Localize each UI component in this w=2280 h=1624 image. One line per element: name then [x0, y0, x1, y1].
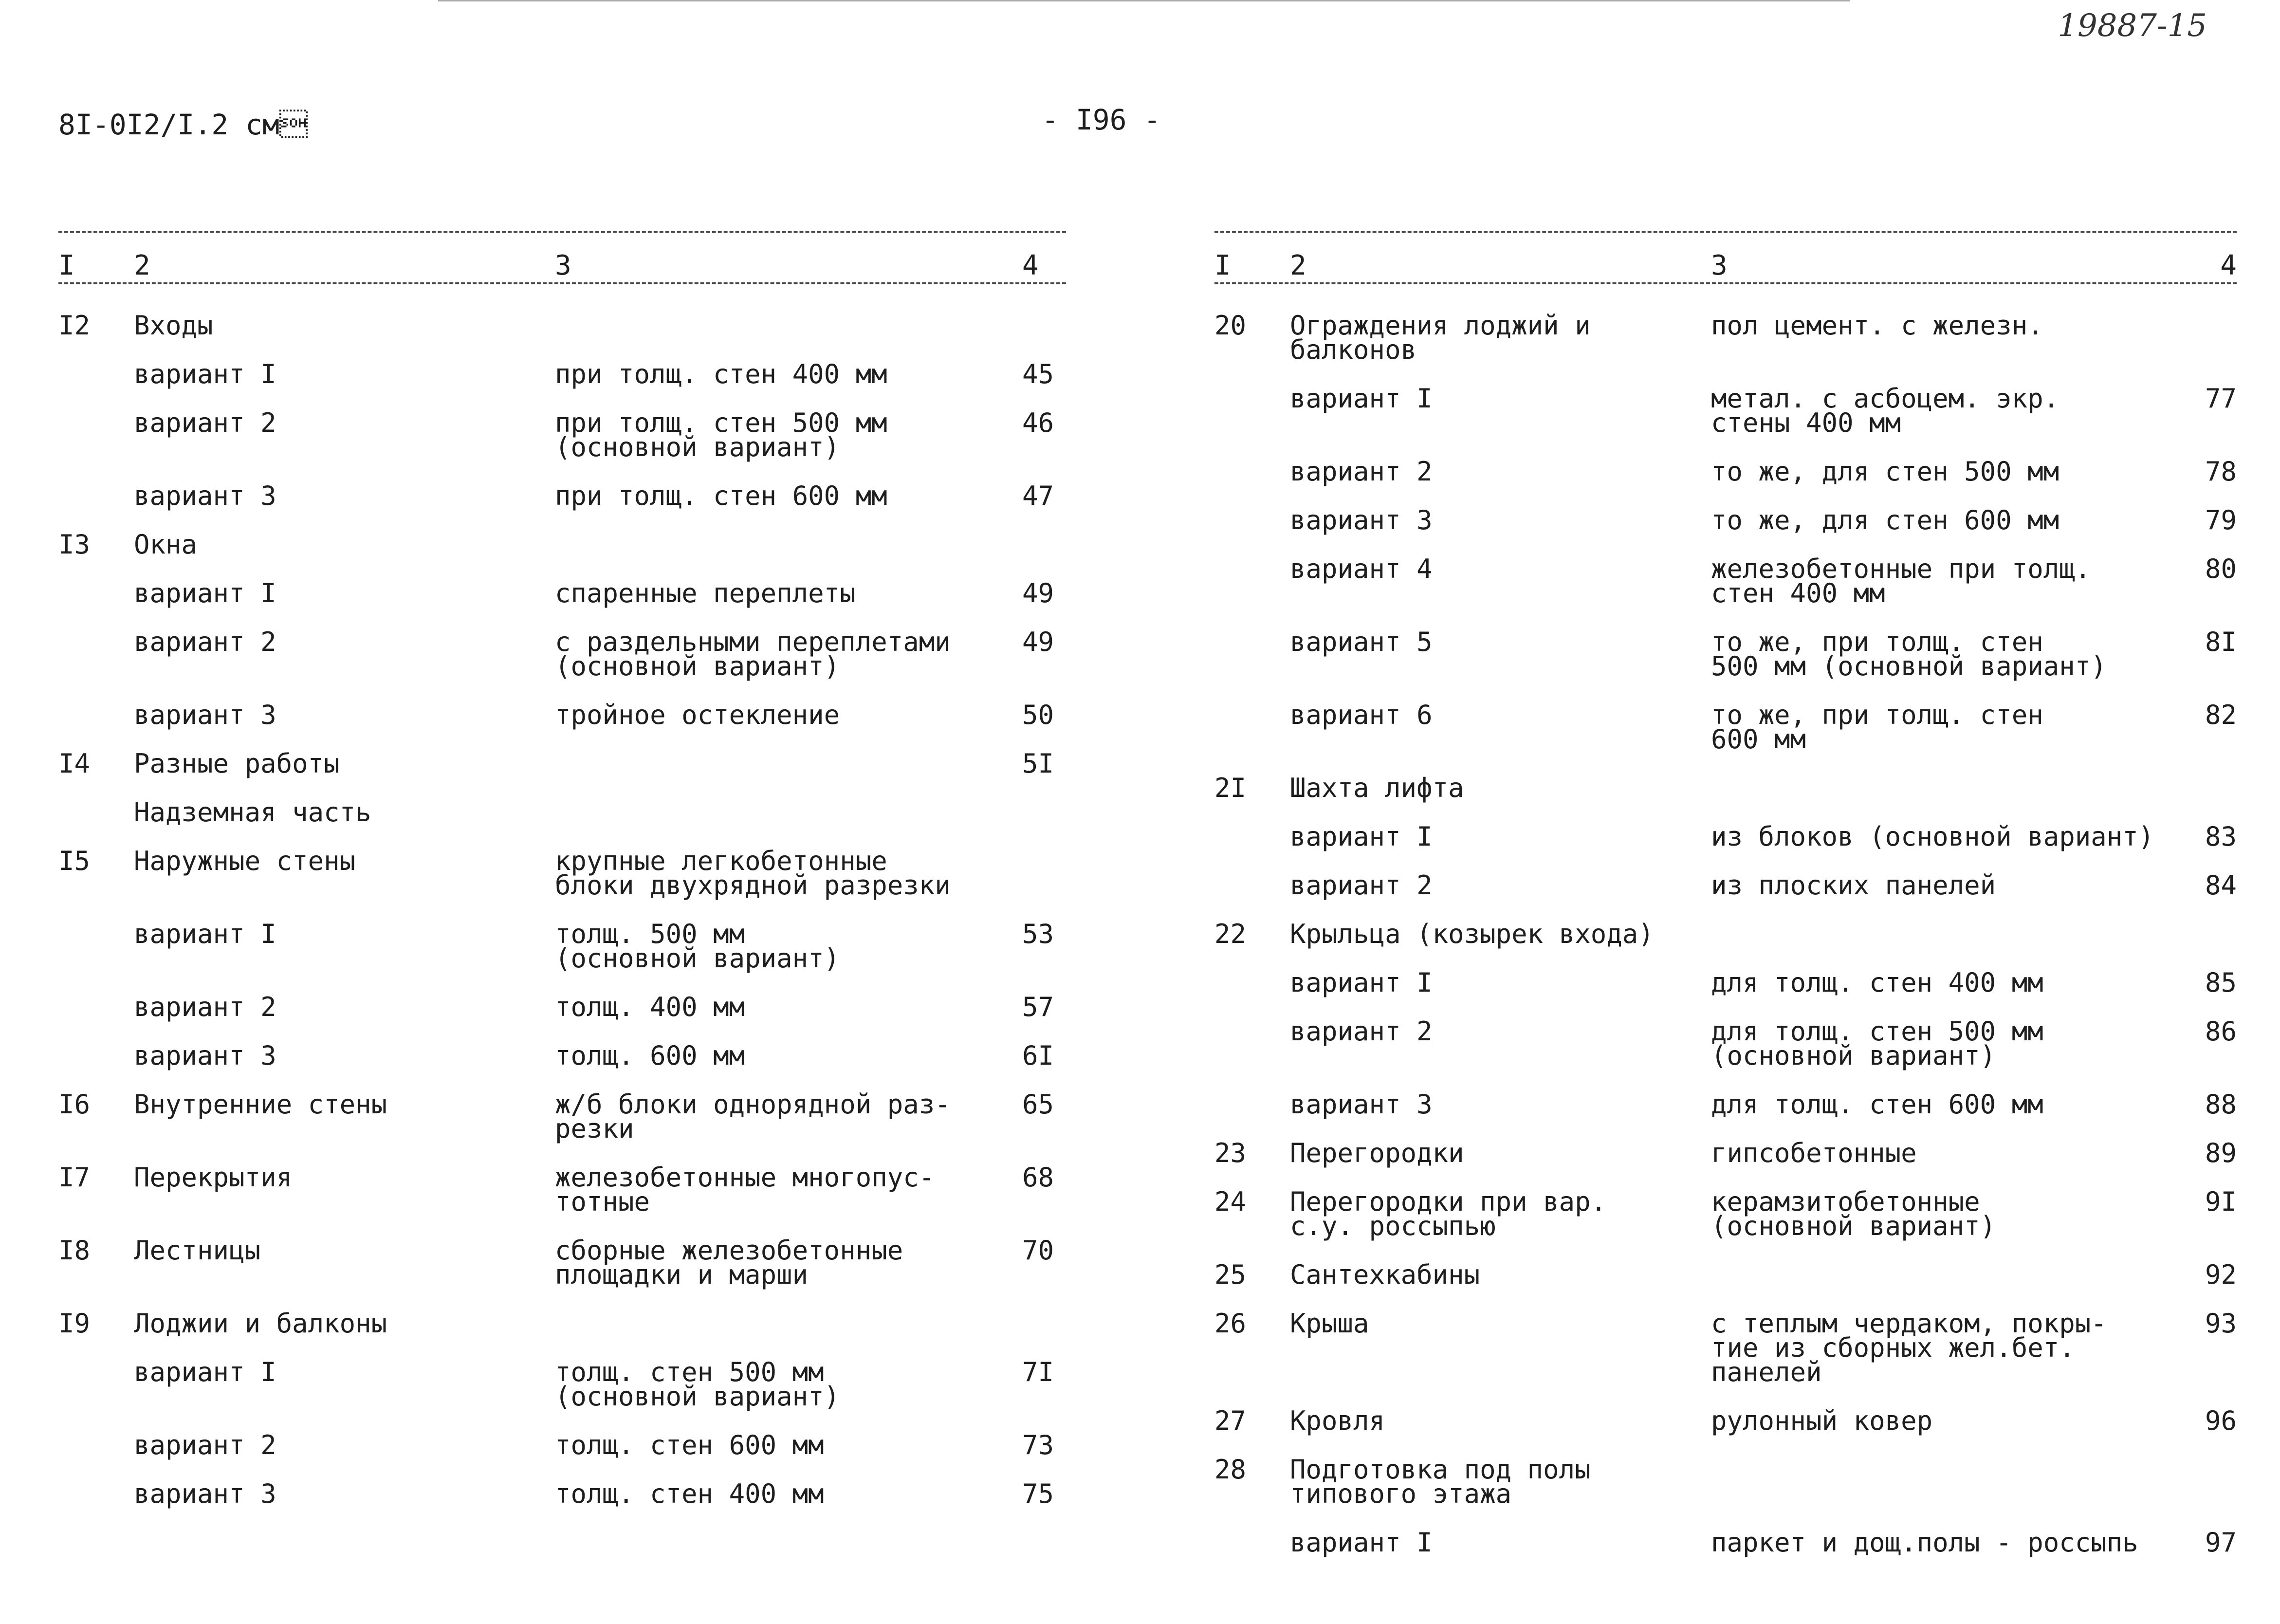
item-name: Входы	[134, 310, 213, 341]
item-name: Ограждения лоджий и балконов	[1290, 310, 1591, 365]
item-number: I9	[58, 1308, 91, 1339]
table-row	[1214, 821, 2237, 852]
item-page: 46	[1022, 407, 1054, 438]
table-row	[58, 846, 1066, 901]
item-page: 88	[2205, 1089, 2237, 1120]
item-page: 7I	[1022, 1357, 1054, 1387]
item-name: Шахта лифта	[1290, 773, 1464, 803]
item-description: тройное остекление	[555, 700, 840, 730]
item-number: I4	[58, 748, 91, 779]
table-row	[58, 480, 1066, 511]
item-page: 45	[1022, 359, 1054, 389]
item-description: с раздельными переплетами (основной вариант)	[555, 627, 951, 682]
table-row	[1214, 870, 2237, 901]
item-description: паркет и дощ.полы - россыпь	[1711, 1527, 2138, 1558]
table-row	[1214, 919, 2237, 949]
item-name: Перекрытия	[134, 1162, 293, 1193]
item-name: Окна	[134, 529, 198, 560]
item-description: то же, при толщ. стен 600 мм	[1711, 700, 2043, 755]
table-row	[58, 748, 1066, 779]
table-header	[58, 233, 1066, 281]
item-name: вариант I	[1290, 967, 1433, 998]
item-page: 73	[1022, 1430, 1054, 1460]
item-number: I2	[58, 310, 91, 341]
item-name: Разные работы	[134, 748, 340, 779]
table-row	[1214, 773, 2237, 803]
item-number: 22	[1214, 919, 1247, 949]
item-name: Перегородки при вар. с.у. россыпью	[1290, 1186, 1607, 1241]
item-name: вариант 2	[134, 627, 276, 657]
table-row	[58, 310, 1066, 341]
item-page: 86	[2205, 1016, 2237, 1047]
right-rows	[1214, 310, 2237, 1558]
item-number: I6	[58, 1089, 91, 1120]
item-name: Перегородки	[1290, 1138, 1464, 1168]
item-name: вариант I	[1290, 383, 1433, 414]
item-page: 77	[2205, 383, 2237, 414]
item-page: 70	[1022, 1235, 1054, 1266]
item-number: 25	[1214, 1259, 1247, 1290]
item-description: толщ. стен 400 мм	[555, 1478, 824, 1509]
item-name: вариант I	[134, 578, 276, 609]
item-page: 96	[2205, 1405, 2237, 1436]
item-description: для толщ. стен 500 мм (основной вариант)	[1711, 1016, 2043, 1071]
item-description: для толщ. стен 600 мм	[1711, 1089, 2043, 1120]
col-header-2: 2	[1290, 250, 1306, 281]
item-name: Крыльца (козырек входа)	[1290, 919, 1654, 949]
item-name: вариант 2	[1290, 456, 1433, 487]
item-description: пол цемент. с железн.	[1711, 310, 2043, 341]
table-row	[1214, 1138, 2237, 1168]
table-row	[1214, 310, 2237, 365]
item-name: вариант 2	[1290, 870, 1433, 901]
item-page: 49	[1022, 627, 1054, 657]
item-name: Крыша	[1290, 1308, 1369, 1339]
item-description: при толщ. стен 600 мм	[555, 480, 887, 511]
top-edge-marks	[438, 0, 1850, 3]
item-name: вариант I	[1290, 821, 1433, 852]
item-description: гипсобетонные	[1711, 1138, 1917, 1168]
item-page: 49	[1022, 578, 1054, 609]
table-row	[58, 627, 1066, 682]
item-description: толщ. стен 600 мм	[555, 1430, 824, 1460]
item-description: железобетонные многопус- тотные	[555, 1162, 935, 1217]
item-page: 53	[1022, 919, 1054, 949]
item-number: 28	[1214, 1454, 1247, 1485]
table-row	[58, 700, 1066, 730]
item-page: 6I	[1022, 1040, 1054, 1071]
item-name: Надземная часть	[134, 797, 371, 828]
item-name: вариант 4	[1290, 554, 1433, 584]
item-description: с теплым чердаком, покры- тие из сборных жел.бет. панелей	[1711, 1308, 2107, 1387]
item-name: Лестницы	[134, 1235, 261, 1266]
item-description: толщ. 600 мм	[555, 1040, 745, 1071]
item-number: I3	[58, 529, 91, 560]
item-description: керамзитобетонные (основной вариант)	[1711, 1186, 1996, 1241]
table-row	[58, 1478, 1066, 1509]
item-description: толщ. стен 500 мм (основной вариант)	[555, 1357, 840, 1412]
item-description: спаренные переплеты	[555, 578, 856, 609]
item-name: вариант 3	[134, 1478, 276, 1509]
item-name: вариант 6	[1290, 700, 1433, 730]
left-rows	[58, 310, 1066, 1509]
document-code: 8I-0I2/I.2 см	[58, 108, 308, 141]
table-row	[58, 1308, 1066, 1339]
item-name: вариант 3	[134, 700, 276, 730]
item-description: при толщ. стен 400 мм	[555, 359, 887, 389]
item-name: вариант 3	[1290, 505, 1433, 535]
item-description: при толщ. стен 500 мм (основной вариант)	[555, 407, 887, 462]
item-number: I8	[58, 1235, 91, 1266]
item-description: толщ. 400 мм	[555, 992, 745, 1022]
handwritten-number: 19887-15	[2058, 8, 2207, 44]
table-row	[1214, 627, 2237, 682]
item-name: вариант I	[134, 919, 276, 949]
table-row	[1214, 1308, 2237, 1387]
item-page: 57	[1022, 992, 1054, 1022]
item-number: 23	[1214, 1138, 1247, 1168]
item-page: 82	[2205, 700, 2237, 730]
header-bottom-rule	[58, 282, 1066, 284]
item-page: 65	[1022, 1089, 1054, 1120]
col-header-4: 4	[1022, 250, 1039, 281]
item-description: то же, для стен 500 мм	[1711, 456, 2059, 487]
table-row	[58, 578, 1066, 609]
item-description: железобетонные при толщ. стен 400 мм	[1711, 554, 2091, 609]
item-number: 26	[1214, 1308, 1247, 1339]
item-page: 78	[2205, 456, 2237, 487]
item-page: 80	[2205, 554, 2237, 584]
table-row	[1214, 383, 2237, 438]
table-header	[1214, 233, 2237, 281]
item-number: I7	[58, 1162, 91, 1193]
table-row	[58, 359, 1066, 389]
item-page: 8I	[2205, 627, 2237, 657]
col-header-3: 3	[1711, 250, 1728, 281]
table-row	[1214, 1259, 2237, 1290]
item-page: 47	[1022, 480, 1054, 511]
item-name: вариант 3	[134, 1040, 276, 1071]
item-page: 84	[2205, 870, 2237, 901]
item-description: сборные железобетонные площадки и марши	[555, 1235, 903, 1290]
table-row	[58, 1357, 1066, 1412]
item-name: вариант 2	[134, 992, 276, 1022]
table-row	[1214, 1527, 2237, 1558]
item-description: из плоских панелей	[1711, 870, 1996, 901]
item-page: 92	[2205, 1259, 2237, 1290]
table-row	[58, 1430, 1066, 1460]
table-row	[1214, 456, 2237, 487]
table-row	[1214, 967, 2237, 998]
item-name: Внутренние стены	[134, 1089, 387, 1120]
table-row	[58, 992, 1066, 1022]
right-table	[1214, 231, 2237, 1579]
item-name: вариант 3	[1290, 1089, 1433, 1120]
item-page: 75	[1022, 1478, 1054, 1509]
table-row	[58, 1040, 1066, 1071]
col-header-1: I	[1214, 250, 1231, 281]
item-page: 68	[1022, 1162, 1054, 1193]
table-row	[58, 919, 1066, 974]
table-row	[1214, 1186, 2237, 1241]
item-page: 85	[2205, 967, 2237, 998]
item-name: вариант I	[1290, 1527, 1433, 1558]
item-number: 24	[1214, 1186, 1247, 1217]
col-header-4: 4	[2220, 250, 2237, 281]
item-number: 2I	[1214, 773, 1247, 803]
table-row	[1214, 1016, 2237, 1071]
table-row	[1214, 1089, 2237, 1120]
item-page: 9I	[2205, 1186, 2237, 1217]
table-row	[58, 1162, 1066, 1217]
item-page: 83	[2205, 821, 2237, 852]
item-name: Сантехкабины	[1290, 1259, 1480, 1290]
col-header-2: 2	[134, 250, 150, 281]
item-description: для толщ. стен 400 мм	[1711, 967, 2043, 998]
table-row	[1214, 554, 2237, 609]
item-page: 97	[2205, 1527, 2237, 1558]
left-table	[58, 231, 1066, 1531]
item-name: Наружные стены	[134, 846, 356, 876]
item-number: 27	[1214, 1405, 1247, 1436]
item-page: 50	[1022, 700, 1054, 730]
item-name: вариант 5	[1290, 627, 1433, 657]
item-description: крупные легкобетонные блоки двухрядной разрезки	[555, 846, 951, 901]
item-description: то же, при толщ. стен 500 мм (основной вариант)	[1711, 627, 2107, 682]
table-row	[58, 529, 1066, 560]
page-number: - I96 -	[1042, 103, 1161, 136]
col-header-1: I	[58, 250, 75, 281]
table-row	[58, 1089, 1066, 1144]
item-name: вариант 2	[1290, 1016, 1433, 1047]
table-row	[1214, 505, 2237, 535]
item-page: 5I	[1022, 748, 1054, 779]
header-bottom-rule	[1214, 282, 2237, 284]
table-row	[58, 1235, 1066, 1290]
item-description: рулонный ковер	[1711, 1405, 1933, 1436]
item-name: Лоджии и балконы	[134, 1308, 387, 1339]
table-row	[1214, 700, 2237, 755]
item-description: то же, для стен 600 мм	[1711, 505, 2059, 535]
table-row	[1214, 1454, 2237, 1509]
item-name: вариант 2	[134, 1430, 276, 1460]
col-header-3: 3	[555, 250, 571, 281]
item-number: 20	[1214, 310, 1247, 341]
item-description: ж/б блоки однорядной раз- резки	[555, 1089, 951, 1144]
item-description: толщ. 500 мм (основной вариант)	[555, 919, 840, 974]
item-name: Подготовка под полы типового этажа	[1290, 1454, 1591, 1509]
item-description: из блоков (основной вариант)	[1711, 821, 2154, 852]
item-name: вариант I	[134, 1357, 276, 1387]
item-name: вариант I	[134, 359, 276, 389]
item-page: 93	[2205, 1308, 2237, 1339]
item-number: I5	[58, 846, 91, 876]
table-row	[58, 407, 1066, 462]
item-name: вариант 3	[134, 480, 276, 511]
item-name: Кровля	[1290, 1405, 1385, 1436]
table-row	[1214, 1405, 2237, 1436]
item-page: 79	[2205, 505, 2237, 535]
item-name: вариант 2	[134, 407, 276, 438]
table-row	[58, 797, 1066, 828]
item-description: метал. с асбоцем. экр. стены 400 мм	[1711, 383, 2059, 438]
item-page: 89	[2205, 1138, 2237, 1168]
